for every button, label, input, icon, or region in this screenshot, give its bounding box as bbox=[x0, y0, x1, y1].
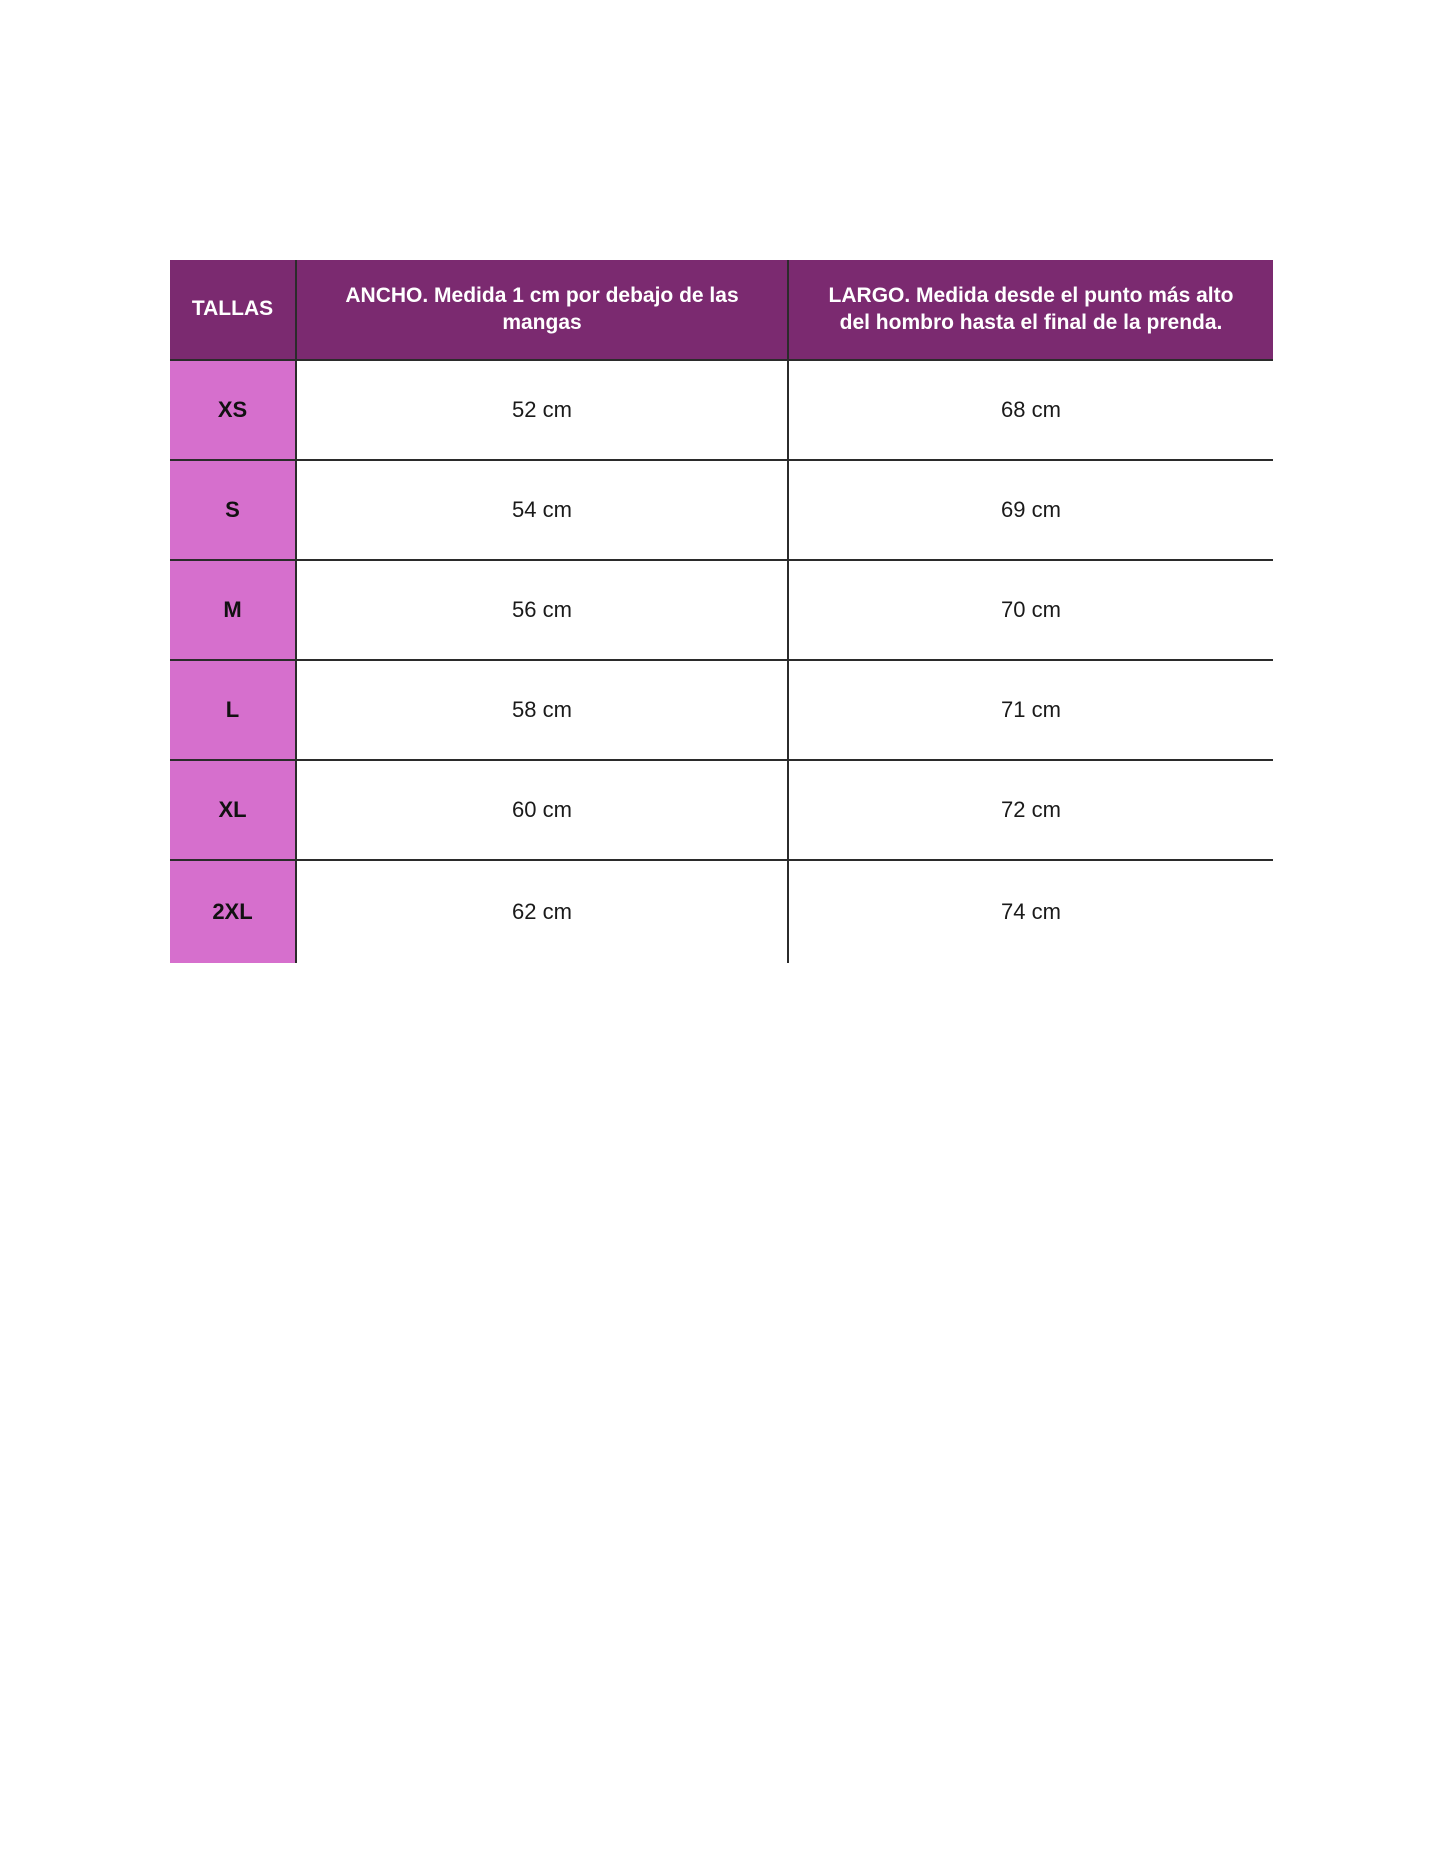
size-label: M bbox=[170, 560, 296, 660]
column-header-tallas: TALLAS bbox=[170, 260, 296, 360]
size-label: 2XL bbox=[170, 860, 296, 963]
table-row bbox=[170, 660, 1273, 760]
ancho-value: 52 cm bbox=[296, 360, 788, 460]
ancho-value: 58 cm bbox=[296, 660, 788, 760]
header-row bbox=[170, 260, 1273, 360]
column-header-largo: LARGO. Medida desde el punto más alto del hombro hasta el final de la prenda. bbox=[788, 260, 1273, 360]
largo-value: 72 cm bbox=[788, 760, 1273, 860]
table-row bbox=[170, 860, 1273, 963]
ancho-value: 54 cm bbox=[296, 460, 788, 560]
largo-value: 68 cm bbox=[788, 360, 1273, 460]
table-row bbox=[170, 560, 1273, 660]
size-label: XL bbox=[170, 760, 296, 860]
table-row bbox=[170, 360, 1273, 460]
table-row bbox=[170, 460, 1273, 560]
largo-value: 70 cm bbox=[788, 560, 1273, 660]
size-label: L bbox=[170, 660, 296, 760]
ancho-value: 62 cm bbox=[296, 860, 788, 963]
size-label: S bbox=[170, 460, 296, 560]
table-row bbox=[170, 760, 1273, 860]
ancho-value: 60 cm bbox=[296, 760, 788, 860]
ancho-value: 56 cm bbox=[296, 560, 788, 660]
size-chart-table bbox=[170, 260, 1273, 963]
largo-value: 71 cm bbox=[788, 660, 1273, 760]
largo-value: 74 cm bbox=[788, 860, 1273, 963]
size-label: XS bbox=[170, 360, 296, 460]
largo-value: 69 cm bbox=[788, 460, 1273, 560]
column-header-ancho: ANCHO. Medida 1 cm por debajo de las mangas bbox=[296, 260, 788, 360]
